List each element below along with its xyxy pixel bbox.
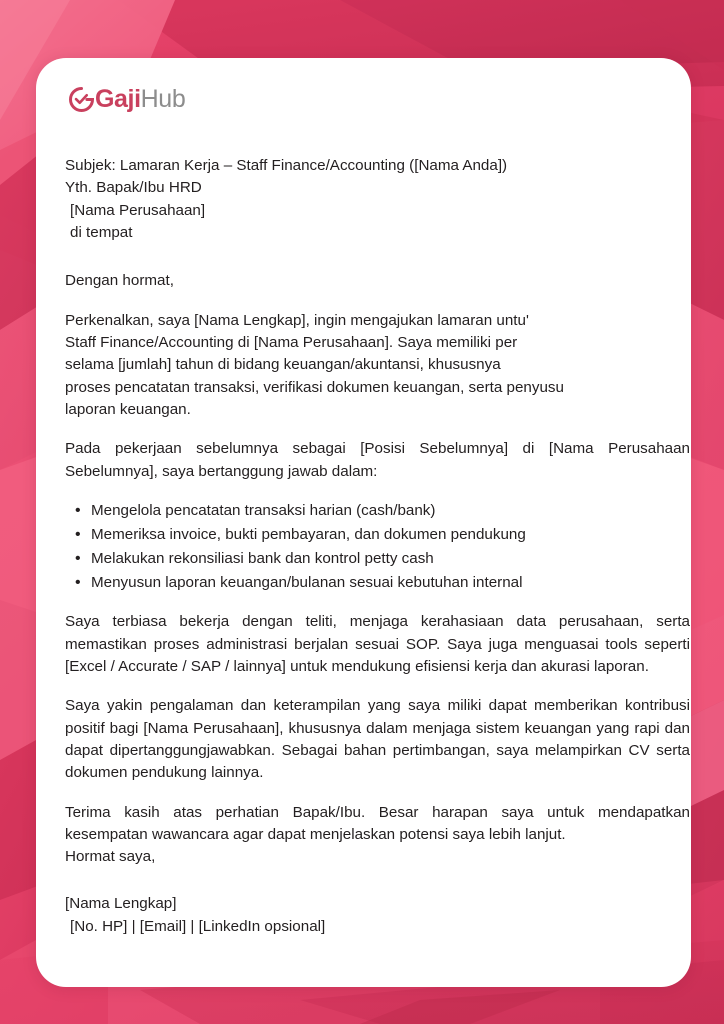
letter-intro-paragraph xyxy=(65,310,690,422)
letter-card xyxy=(36,58,691,987)
letter-body xyxy=(65,155,690,939)
intro-line-2: Staff Finance/Accounting di [Nama Perusahaan]. Saya memiliki per xyxy=(65,334,518,352)
letter-recipient-company: [Nama Perusahaan] xyxy=(70,201,206,219)
letter-recipient-role: Yth. Bapak/Ibu HRD xyxy=(65,179,202,197)
intro-line-5: laporan keuangan. xyxy=(65,401,191,419)
letter-closing-paragraph: Terima kasih atas perhatian Bapak/Ibu. Besar harapan saya untuk mendapatkan kesempatan wawancara agar dapat menjelaskan potensi saya lebih lanjut. xyxy=(65,803,690,844)
signature-contact: [No. HP] | [Email] | [LinkedIn opsional] xyxy=(70,918,326,935)
letter-header-group xyxy=(65,155,690,244)
list-item: • Melakukan rekonsiliasi bank dan kontrol petty cash xyxy=(91,548,690,571)
letter-recipient-place: di tempat xyxy=(70,224,133,242)
intro-line-3: selama [jumlah] tahun di bidang keuangan/akuntansi, khususnya xyxy=(65,356,501,374)
intro-line-1: Perkenalkan, saya [Nama Lengkap], ingin mengajukan lamaran untu' xyxy=(65,311,529,329)
logo-word-secondary: Hub xyxy=(140,84,186,113)
list-item: • Menyusun laporan keuangan/bulanan sesuai kebutuhan internal xyxy=(91,572,690,595)
list-item: • Memeriksa invoice, bukti pembayaran, dan dokumen pendukung xyxy=(91,524,690,547)
list-item: • Mengelola pencatatan transaksi harian (cash/bank) xyxy=(91,500,690,523)
signature-name: [Nama Lengkap] xyxy=(65,895,177,913)
intro-line-4: proses pencatatan transaksi, verifikasi dokumen keuangan, serta penyusu xyxy=(65,378,564,396)
check-circle-icon xyxy=(68,86,95,113)
letter-skills-paragraph: Saya terbiasa bekerja dengan teliti, menjaga kerahasiaan data perusahaan, serta memastikan proses administrasi berjalan sesuai SOP. Saya juga menguasai tools seperti [Excel / Accurate / SAP / lainnya] untuk mendukung efisiensi kerja dan akurasi laporan. xyxy=(65,613,690,675)
letter-value-paragraph: Saya yakin pengalaman dan keterampilan yang saya miliki dapat memberikan kontribusi positif bagi [Nama Perusahaan], khususnya dalam menjaga sistem keuangan yang rapi dan dapat dipertanggungjawabkan. Sebagai bahan pertimbangan, saya melampirkan CV serta dokumen pendukung lainnya. xyxy=(65,697,690,782)
letter-sign-off: Hormat saya, xyxy=(65,848,156,866)
letter-subject: Subjek: Lamaran Kerja – Staff Finance/Accounting ([Nama Anda]) xyxy=(65,157,508,174)
letter-experience-intro: Pada pekerjaan sebelumnya sebagai [Posisi Sebelumnya] di [Nama Perusahaan Sebelumnya], saya bertanggung jawab dalam: xyxy=(65,440,690,480)
logo-word-primary: Gaji xyxy=(95,84,141,113)
letter-greeting: Dengan hormat, xyxy=(65,272,174,290)
gajihub-logo xyxy=(68,82,185,116)
duties-list xyxy=(65,500,690,594)
